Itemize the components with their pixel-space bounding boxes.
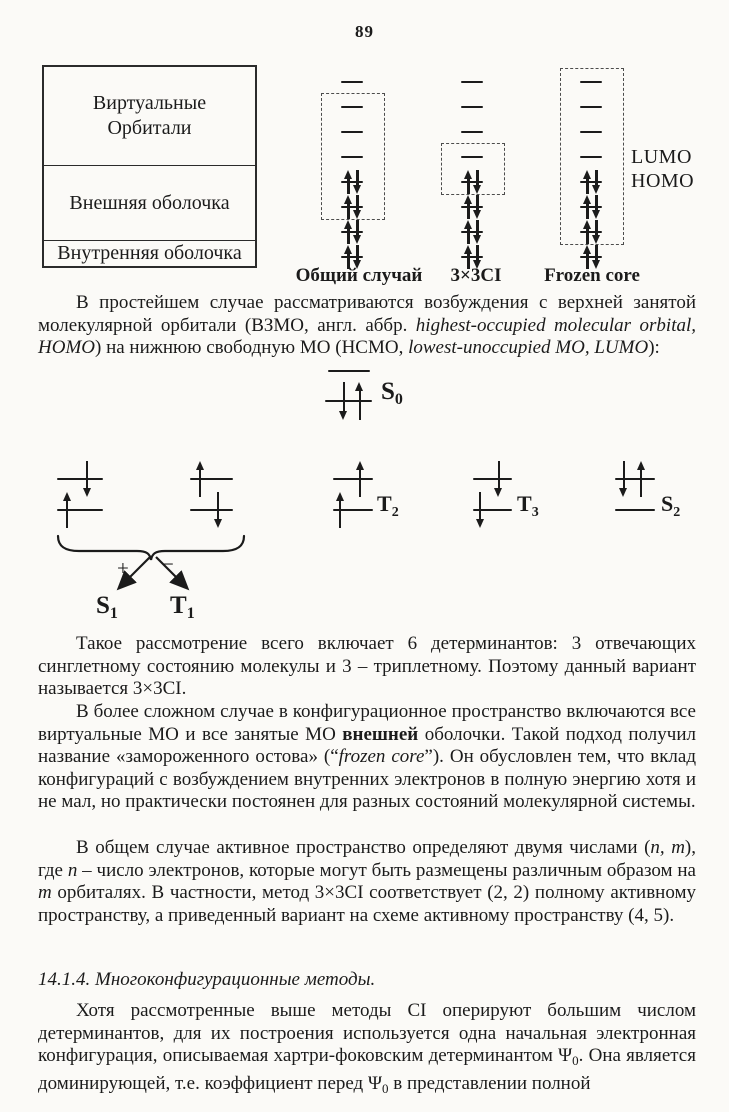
orbital-level-line — [473, 478, 512, 480]
state-label-T1: $T_1$ — [170, 592, 195, 622]
section-heading: 14.1.4. Многоконфигурационные методы. — [38, 969, 376, 990]
spin-down-arrow — [476, 492, 485, 528]
orbital-spaces-diagram — [0, 58, 729, 296]
orbital-level-line — [190, 509, 233, 511]
page-number: 89 — [355, 22, 374, 41]
legend-label: Орбитали — [107, 117, 192, 139]
paragraph-multiconfiguration: Хотя рассмотренные выше методы CI оперируют большим числом детерминантов, для их построения используется одна начальная электронная конфигурация, описываемая хартри-фоковским детерминантом $\Psi_0$. Она является доминирующей, т.е. коэффициент перед $\Psi_0$ в представлении полной — [38, 1000, 696, 1096]
column-label: Frozen core — [544, 265, 640, 286]
spin-up-arrow — [464, 195, 473, 219]
orbital-level-line — [328, 370, 370, 372]
state-label-S1: $S_1$ — [96, 592, 118, 622]
orbital-level-line — [325, 400, 372, 402]
paragraph-active-space: В общем случае активное пространство определяют двумя числами (n, m), где n – число электронов, которые могут быть размещены различным образом на m орбиталях. В частности, метод 3×3CI соответствует (2, 2) полному активному пространству, а приведенный вариант на схеме активному пространству (4, 5). — [38, 837, 696, 926]
state-label-T3: $T_3$ — [517, 491, 539, 520]
spin-down-arrow — [353, 220, 362, 244]
active-space-box — [560, 68, 624, 245]
state-label-S0: $S_0$ — [381, 378, 403, 408]
excitation-determinants-diagram — [0, 358, 729, 634]
spin-down-arrow — [473, 220, 482, 244]
plus-sign: + — [117, 556, 129, 580]
column-label: Общий случай — [295, 265, 423, 286]
spin-down-arrow — [619, 461, 628, 497]
active-space-box — [441, 143, 505, 195]
state-label-T2: $T_2$ — [377, 491, 399, 520]
column-label: 3×3CI — [450, 265, 502, 286]
legend-row — [44, 67, 255, 165]
minus-sign: − — [162, 552, 174, 576]
legend-label: Внешняя оболочка — [69, 191, 230, 214]
combination-fork-arrows — [100, 554, 200, 596]
legend-row — [44, 240, 255, 266]
spin-up-arrow — [196, 461, 205, 497]
paragraph-six-determinants: Такое рассмотрение всего включает 6 детерминантов: 3 отвечающих синглетному состоянию молекулы и 3 – триплетному. Поэтому данный вариант называется 3×3CI. — [38, 633, 696, 700]
spin-up-arrow — [336, 492, 345, 528]
orbital-level-line — [333, 478, 373, 480]
legend-label: Виртуальные — [92, 92, 207, 114]
orbital-level-line — [341, 81, 363, 83]
paragraph-homo-lumo-intro: В простейшем случае рассматриваются возбуждения с верхней занятой молекулярной орбитали (ВЗМО, англ. аббр. highest-occupied molecular orbital, HOMO) на нижнюю свободную МО (НСМО, lowest-unoccupied MO, LUMO): — [38, 292, 696, 359]
spin-down-arrow — [214, 492, 223, 528]
spin-up-arrow — [637, 461, 646, 497]
orbital-level-line — [57, 478, 103, 480]
spin-down-arrow — [473, 195, 482, 219]
spin-down-arrow — [339, 382, 348, 420]
orbital-level-line — [461, 81, 483, 83]
orbital-level-line — [461, 106, 483, 108]
orbital-level-line — [461, 131, 483, 133]
orbital-level-line — [615, 509, 655, 511]
legend-row — [44, 165, 255, 240]
legend-label: Внутренняя оболочка — [57, 242, 242, 264]
spin-up-arrow — [355, 382, 364, 420]
lumo-label: LUMO — [631, 146, 692, 168]
spin-up-arrow — [63, 492, 72, 528]
homo-label: HOMO — [631, 170, 695, 192]
spin-down-arrow — [494, 461, 503, 497]
orbital-legend-box — [42, 65, 257, 268]
spin-up-arrow — [344, 220, 353, 244]
paragraph-frozen-core: В более сложном случае в конфигурационное пространство включаются все виртуальные МО и все занятые МО внешней оболочки. Такой подход получил название «замороженного остова» (“frozen core”). Он обусловлен тем, что вклад конфигураций с возбуждением внутренних электронов в полную энергию хотя и не мал, но практически постоянен для разных состояний молекулярной системы. — [38, 701, 697, 813]
spin-down-arrow — [83, 461, 92, 497]
active-space-box — [321, 93, 385, 220]
spin-up-arrow — [356, 461, 365, 497]
state-label-S2: $S_2$ — [661, 491, 681, 520]
spin-up-arrow — [464, 220, 473, 244]
